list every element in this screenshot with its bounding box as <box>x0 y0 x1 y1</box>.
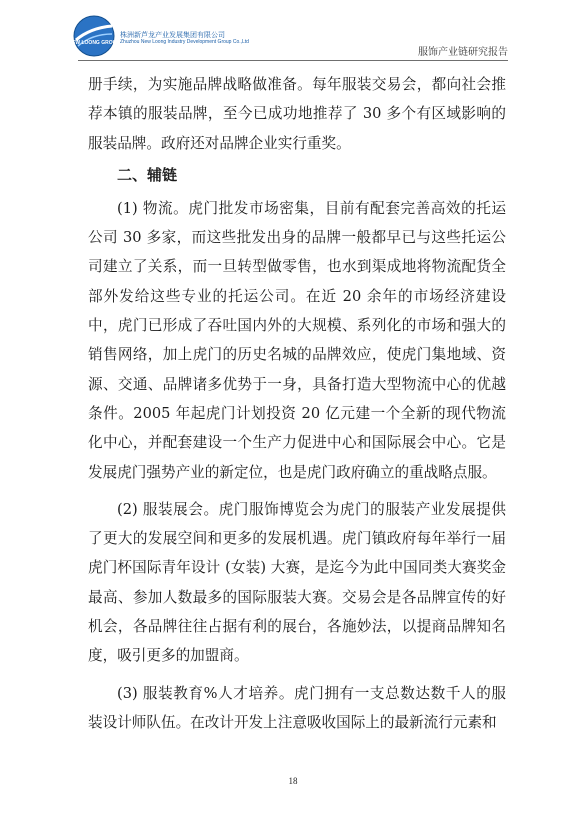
company-name-cn: 株洲新芦龙产业发展集团有限公司 <box>120 31 225 39</box>
intro-paragraph: 册手续，为实施品牌战略做准备。每年服装交易会，都向社会推荐本镇的服装品牌，至今已成功地推荐了 30 多个有区域影响的服装品牌。政府还对品牌企业实行重奖。 <box>88 76 506 152</box>
logo-wordmark: NEW LOONG GROUP <box>68 40 120 46</box>
fashion-expo-paragraph: (2) 服装展会。虎门服饰博览会为虎门的服装产业发展提供了更大的发展空间和更多的发展机遇。虎门镇政府每年举行一届虎门杯国际青年设计 (女装) 大赛，是迄今为此中国同类大赛奖金最高、参加人数最多的国际服装大赛。交易会是各品牌宣传的好机会，各品牌往往占据有利的展台，各施妙法，以提商品牌知名度，吸引更多的加盟商。 <box>88 500 506 665</box>
page-number: 18 <box>288 776 298 786</box>
report-title: 服饰产业链研究报告 <box>418 47 508 58</box>
company-name-en: Zhuzhou New Loong Industry Development Group Co.,Ltd <box>120 39 249 45</box>
globe-swoosh-icon <box>68 14 120 58</box>
header-divider <box>78 60 508 61</box>
page-header <box>0 0 586 66</box>
document-body <box>88 70 506 737</box>
logistics-paragraph: (1) 物流。虎门批发市场密集，目前有配套完善高效的托运公司 30 多家，而这些批发出身的品牌一般都早已与这些托运公司建立了关系，而一旦转型做零售，也水到渠成地将物流配货全部外发给这些专业的托运公司。在近 20 余年的市场经济建设中，虎门已形成了吞吐国内外的大规模、系列化的市场和强大的销售网络，加上虎门的历史名城的品牌效应，使虎门集地域、资源、交通、品牌诸多优势于一身，具备打造大型物流中心的优越条件。2005 年起虎门计划投资 20 亿元建一个全新的现代物流化中心，并配套建设一个生产力促进中心和国际展会中心。它是发展虎门强势产业的新定位，也是虎门政府确立的重战略点服。 <box>88 199 506 481</box>
section-heading: 二、辅链 <box>117 165 178 184</box>
education-paragraph: (3) 服装教育%人才培养。虎门拥有一支总数达数千人的服装设计师队伍。在改计开发上注意吸收国际上的最新流行元素和 <box>88 684 506 731</box>
